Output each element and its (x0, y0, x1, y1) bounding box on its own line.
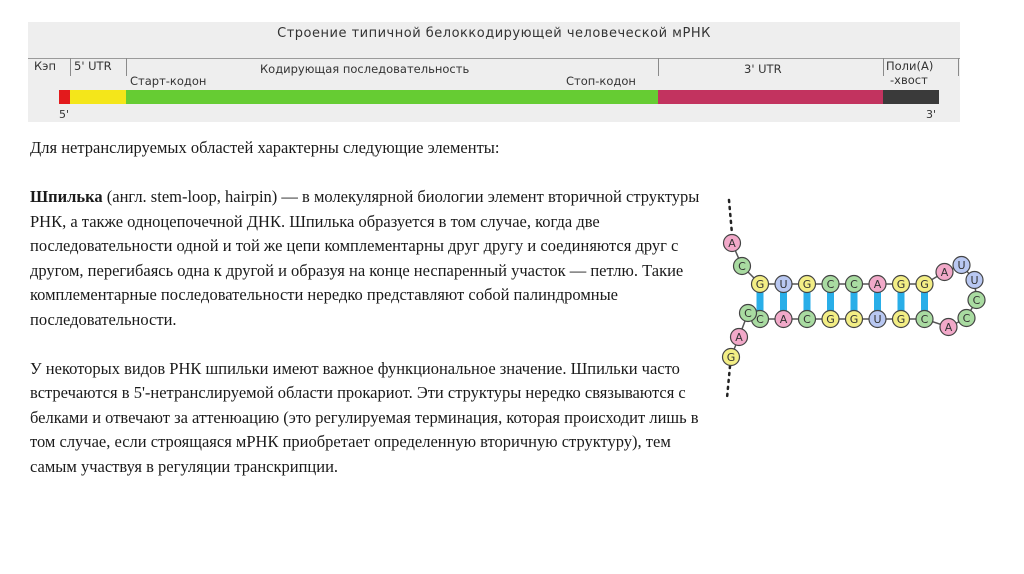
nucleotide-bottom-stem-label: G (849, 313, 859, 326)
nucleotide-loop-label: U (957, 259, 966, 272)
cap-label: Кэп (34, 59, 56, 73)
base-pair-bond (921, 292, 928, 312)
tick-end (958, 58, 959, 76)
nucleotide-top-stem-label: C (850, 278, 858, 291)
polya-label-line2: -хвост (890, 73, 928, 87)
base-pair-bond (780, 292, 787, 312)
nucleotide-bottom-stem-label: C (803, 313, 811, 326)
tick-start (126, 58, 127, 76)
polya-segment (883, 90, 939, 104)
base-pair-bond (827, 292, 834, 312)
nucleotide-loop-label: A (940, 266, 949, 279)
hairpin-paragraph (30, 185, 700, 332)
tick-cap (70, 58, 71, 76)
nucleotide-bottom-stem-label: G (896, 313, 906, 326)
text-content (30, 136, 700, 479)
nucleotide-loop-label: U (970, 274, 979, 287)
stem-loop-diagram (715, 186, 1005, 404)
backbone-5prime-tail (729, 200, 732, 234)
nucleotide-top-stem-label: A (873, 278, 882, 291)
three-prime-end-label: 3' (926, 108, 937, 121)
five-prime-end-label: 5' (59, 108, 70, 121)
nucleotide-top-stem-label: G (755, 278, 765, 291)
utr3-label: 3' UTR (744, 62, 782, 76)
nucleotide-lead-out-label: C (744, 307, 752, 320)
nucleotide-lead-in-label: A (728, 237, 736, 250)
base-pair-bond (898, 292, 905, 312)
base-pair-bond (874, 292, 881, 312)
nucleotide-top-stem-label: G (802, 278, 812, 291)
nucleotide-loop-label: C (972, 294, 981, 307)
base-pair-bond (757, 292, 764, 312)
nucleotide-top-stem-label: G (920, 278, 929, 291)
nucleotide-lead-in-label: C (738, 260, 746, 273)
stem-loop-illustration (715, 186, 1005, 404)
nucleotide-loop-label: A (944, 321, 953, 334)
cap-segment (59, 90, 70, 104)
figure-title: Строение типичной белоккодирующей человеческой мРНК (277, 26, 711, 41)
intro-paragraph: Для нетранслируемых областей характерны следующие элементы: (30, 138, 500, 157)
nucleotide-bottom-stem-label: U (873, 313, 882, 326)
nucleotide-top-stem-label: U (779, 278, 788, 291)
label-baseline (28, 58, 960, 59)
utr3-segment (658, 90, 883, 104)
nucleotide-bottom-stem-label: C (756, 313, 764, 326)
nucleotide-top-stem-label: C (826, 278, 835, 291)
nucleotide-lead-out-label: A (735, 331, 743, 344)
utr5-segment (70, 90, 126, 104)
nucleotide-top-stem-label: G (896, 278, 906, 291)
utr5-label: 5' UTR (74, 59, 112, 73)
nucleotide-lead-out-label: G (726, 351, 736, 364)
nucleotide-bottom-stem-label: C (920, 313, 929, 326)
tick-utr3 (883, 58, 884, 76)
base-pair-bond (851, 292, 858, 312)
hairpin-definition: (англ. stem-loop, hairpin) — в молекулярной биологии элемент вторичной структуры РНК, а также одноцепочечной ДНК. Шпилька образуется в том случае, когда две последовательности одной и той же цепи комплементарны друг другу и соединяются друг с другом, перегибаясь одна к другой и образуя на конце неспаренный участок — петлю. Такие комплементарные последовательности нередко представляют собой палиндромные последовательности. (30, 187, 700, 329)
function-paragraph: У некоторых видов РНК шпильки имеют важное функциональное значение. Шпильки часто встречаются в 5'-нетранслируемой области прокариот. Эти структуры нередко связываются с белками и отвечают за аттенюацию (это регулируемая терминация, которая происходит лишь в том случае, если строящаяся мРНК приобретает определенную вторичную структуру), тем самым участвуя в регуляции транскрипции. (30, 358, 699, 476)
base-pair-bond (804, 292, 811, 312)
polya-label-line1: Поли(А) (886, 59, 934, 73)
coding-segment (126, 90, 658, 104)
stop-codon-label: Стоп-кодон (566, 74, 636, 88)
tick-stop (658, 58, 659, 76)
nucleotide-bottom-stem-label: A (779, 313, 788, 326)
nucleotide-bottom-stem-label: G (826, 313, 835, 326)
hairpin-term: Шпилька (30, 187, 103, 206)
nucleotide-loop-label: C (962, 312, 971, 325)
backbone-3prime-tail (727, 366, 730, 398)
coding-sequence-label: Кодирующая последовательность (260, 62, 470, 76)
start-codon-label: Старт-кодон (130, 74, 207, 88)
mrna-structure-figure (28, 22, 960, 122)
